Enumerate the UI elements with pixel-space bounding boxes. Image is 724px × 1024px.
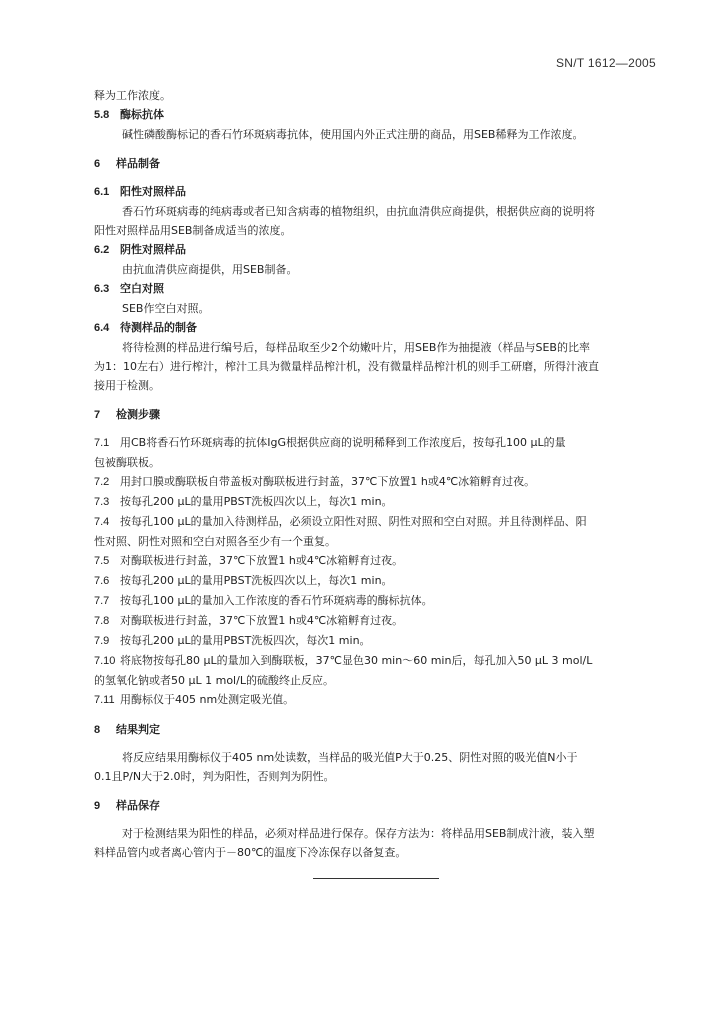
section-6-4-text-line2: 为1：10左右）进行榨汁，榨汁工具为微量样品榨汁机，没有微量样品榨汁机的则手工研磨，所得汁液直 xyxy=(94,360,599,373)
step-text: 用酶标仪于405 nm处测定吸光值。 xyxy=(120,693,295,706)
section-8-text-line1: 将反应结果用酶标仪于405 nm处读数，当样品的吸光值P大于0.25、阴性对照的吸光值N小于 xyxy=(122,751,578,764)
step-number: 7.10 xyxy=(94,655,116,667)
step-7-4-line2: 性对照、阴性对照和空白对照各至少有一个重复。 xyxy=(94,535,336,548)
section-number: 6.2 xyxy=(94,244,110,256)
step-number: 7.7 xyxy=(94,595,110,607)
section-number: 5.8 xyxy=(94,109,110,121)
section-number: 6 xyxy=(94,158,101,170)
step-7-2 xyxy=(94,472,662,492)
standard-code: SN/T 1612—2005 xyxy=(555,56,656,70)
step-7-9 xyxy=(94,631,662,651)
step-number: 7.6 xyxy=(94,575,110,587)
section-number: 7 xyxy=(94,409,101,421)
document-body xyxy=(94,86,662,862)
section-6-3-heading xyxy=(94,279,662,299)
section-7-heading xyxy=(94,405,662,425)
step-number: 7.1 xyxy=(94,437,110,449)
section-title: 检测步骤 xyxy=(116,408,160,421)
step-7-4-line1 xyxy=(94,512,662,532)
section-6-heading xyxy=(94,154,662,174)
section-number: 9 xyxy=(94,800,101,812)
section-6-1-text-line2: 阳性对照样品用SEB制备成适当的浓度。 xyxy=(94,224,292,237)
step-text: 用封口膜或酶联板自带盖板对酶联板进行封盖，37℃下放置1 h或4℃冰箱孵育过夜。 xyxy=(120,475,536,488)
step-7-1-line2: 包被酶联板。 xyxy=(94,456,160,469)
step-text: 按每孔200 μL的量用PBST洗板四次以上，每次1 min。 xyxy=(120,574,393,587)
step-number: 7.8 xyxy=(94,615,110,627)
step-text: 按每孔200 μL的量用PBST洗板四次以上，每次1 min。 xyxy=(120,495,393,508)
step-number: 7.5 xyxy=(94,555,110,567)
section-6-4-text-line3: 接用于检测。 xyxy=(94,379,160,392)
step-7-11 xyxy=(94,690,662,710)
section-6-2-text: 由抗血清供应商提供，用SEB制备。 xyxy=(122,263,298,276)
step-number: 7.2 xyxy=(94,476,110,488)
step-text: 对酶联板进行封盖，37℃下放置1 h或4℃冰箱孵育过夜。 xyxy=(120,554,404,567)
step-number: 7.11 xyxy=(94,694,115,706)
section-9-text-line2: 料样品管内或者离心管内于－80℃的温度下冷冻保存以备复查。 xyxy=(94,846,407,859)
step-text: 用CB将香石竹环斑病毒的抗体IgG根据供应商的说明稀释到工作浓度后，按每孔100 μL的量 xyxy=(120,436,566,449)
section-6-4-text-line1: 将待检测的样品进行编号后，每样品取至少2个幼嫩叶片，用SEB作为抽提液（样品与SEB的比率 xyxy=(122,341,590,354)
section-title: 酶标抗体 xyxy=(120,108,164,121)
section-6-3-text: SEB作空白对照。 xyxy=(122,302,210,315)
step-7-5 xyxy=(94,551,662,571)
section-6-1-text-line1: 香石竹环斑病毒的纯病毒或者已知含病毒的植物组织，由抗血清供应商提供，根据供应商的说明将 xyxy=(122,205,595,218)
step-7-7 xyxy=(94,591,662,611)
section-title: 待测样品的制备 xyxy=(120,321,197,334)
section-6-4-heading xyxy=(94,318,662,338)
section-5-8-text: 碱性磷酸酶标记的香石竹环斑病毒抗体，使用国内外正式注册的商品，用SEB稀释为工作浓度。 xyxy=(122,128,584,141)
section-number: 6.4 xyxy=(94,322,110,334)
step-text: 按每孔100 μL的量加入工作浓度的香石竹环斑病毒的酶标抗体。 xyxy=(120,594,433,607)
section-number: 6.3 xyxy=(94,283,110,295)
end-of-document-rule xyxy=(313,878,439,879)
step-text: 对酶联板进行封盖，37℃下放置1 h或4℃冰箱孵育过夜。 xyxy=(120,614,404,627)
step-number: 7.9 xyxy=(94,635,110,647)
section-title: 样品保存 xyxy=(116,799,160,812)
step-number: 7.4 xyxy=(94,516,110,528)
section-6-2-heading xyxy=(94,240,662,260)
section-8-text-line2: 0.1且P/N大于2.0时，判为阳性，否则判为阴性。 xyxy=(94,770,335,783)
step-text: 按每孔200 μL的量用PBST洗板四次，每次1 min。 xyxy=(120,634,371,647)
step-text: 按每孔100 μL的量加入待测样品，必须设立阳性对照、阴性对照和空白对照。并且待测样品、阳 xyxy=(120,515,587,528)
section-number: 6.1 xyxy=(94,186,110,198)
step-number: 7.3 xyxy=(94,496,110,508)
section-5-8-heading xyxy=(94,105,662,125)
step-7-10-line2: 的氢氧化钠或者50 μL 1 mol/L的硫酸终止反应。 xyxy=(94,674,334,687)
section-number: 8 xyxy=(94,724,101,736)
section-title: 样品制备 xyxy=(116,157,160,170)
step-7-8 xyxy=(94,611,662,631)
step-7-3 xyxy=(94,492,662,512)
section-title: 阴性对照样品 xyxy=(120,243,186,256)
step-7-6 xyxy=(94,571,662,591)
continuation-text: 释为工作浓度。 xyxy=(94,89,171,102)
section-8-heading xyxy=(94,720,662,740)
step-7-1-line1 xyxy=(94,433,662,453)
section-9-heading xyxy=(94,796,662,816)
section-6-1-heading xyxy=(94,182,662,202)
section-9-text-line1: 对于检测结果为阳性的样品，必须对样品进行保存。保存方法为：将样品用SEB制成汁液，装入塑 xyxy=(122,827,595,840)
step-text: 将底物按每孔80 μL的量加入到酶联板，37℃显色30 min～60 min后，每孔加入50 μL 3 mol/L xyxy=(120,654,593,667)
section-title: 空白对照 xyxy=(120,282,164,295)
step-7-10-line1 xyxy=(94,651,662,671)
section-title: 结果判定 xyxy=(116,723,160,736)
section-title: 阳性对照样品 xyxy=(120,185,186,198)
